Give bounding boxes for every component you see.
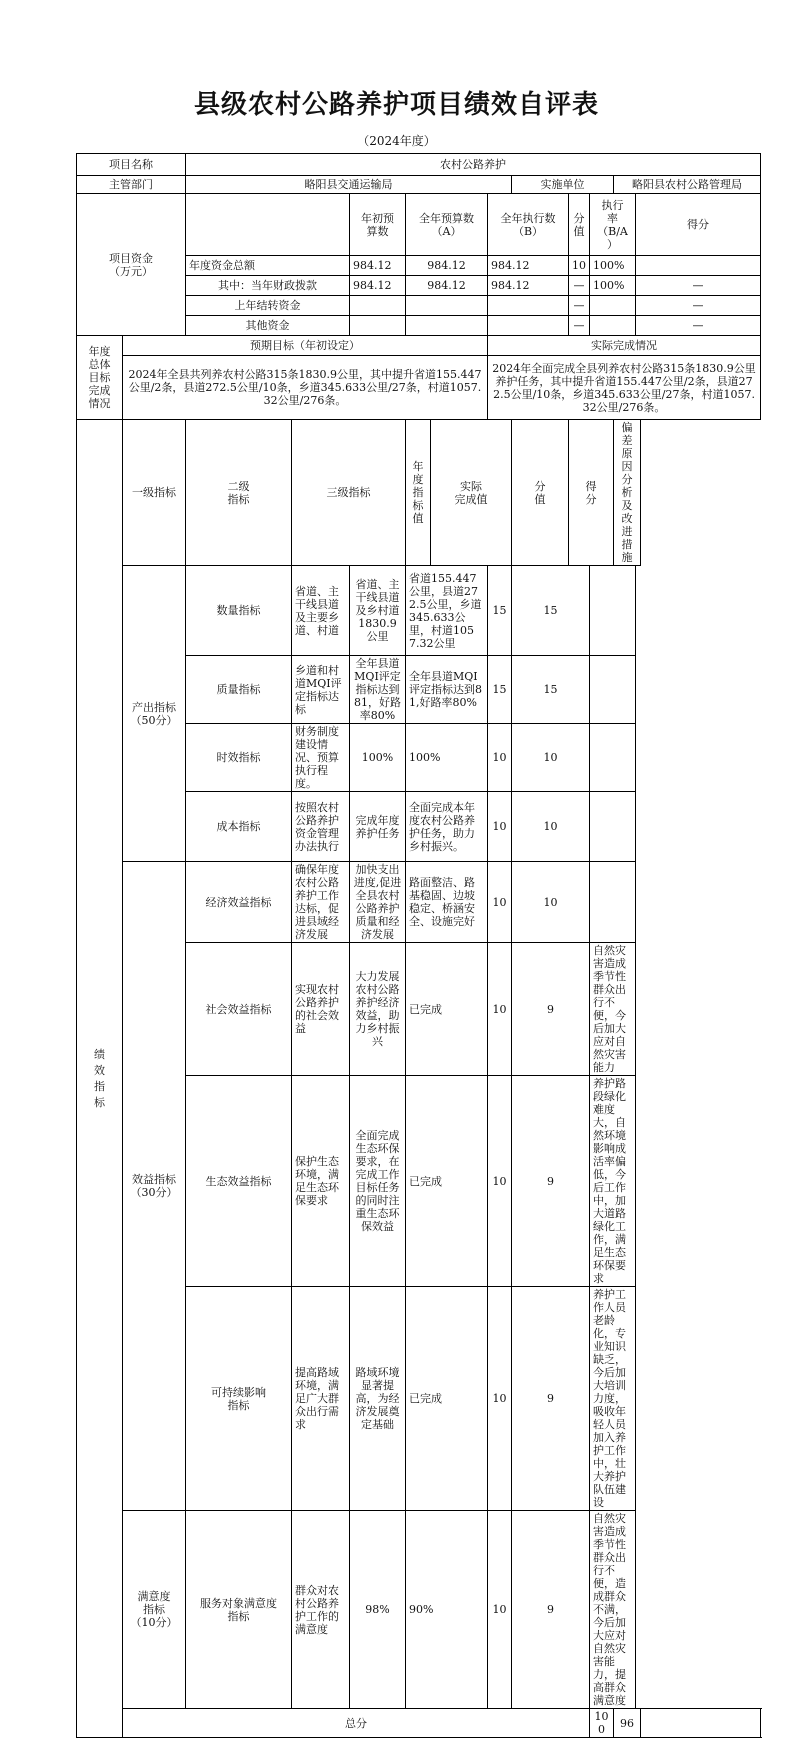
actual-value: 100% (406, 724, 488, 792)
level2-indicator: 时效指标 (186, 724, 292, 792)
score: 10 (488, 1287, 512, 1511)
dept-value: 略阳县交通运输局 (186, 176, 512, 194)
deviation-reason: 养护工作人员老龄化，专业知识缺乏，今后加大培训力度，吸收年轻人员加入养护工作中，壮大养护队伍建设 (590, 1287, 636, 1511)
funds-header: 全年预算数 （A） (406, 194, 488, 256)
funds-header: 分 值 (569, 194, 590, 256)
level3-indicator: 群众对农村公路养护工作的满意度 (292, 1511, 350, 1709)
level3-indicator: 省道、主干线县道及主要乡道、村道 (292, 566, 350, 656)
indicator-header: 三级指标 (292, 420, 406, 566)
evaluation-table (76, 153, 761, 1738)
funds-executed: 984.12 (488, 276, 569, 296)
indicator-header: 偏差原因分析及改 进措施 (614, 420, 641, 566)
funds-rate (590, 296, 636, 316)
funds-header: 全年执行数 （B） (488, 194, 569, 256)
got-score: 9 (512, 943, 590, 1076)
level3-indicator: 财务制度建设情况、预算执行程度。 (292, 724, 350, 792)
indicator-row (77, 1511, 761, 1709)
indicator-header: 一级指标 (123, 420, 186, 566)
funds-header: 年初预 算数 (350, 194, 406, 256)
funds-item-name: 其他资金 (186, 316, 350, 336)
funds-initial: 984.12 (350, 276, 406, 296)
score: 15 (488, 566, 512, 656)
deviation-reason (590, 792, 636, 862)
level2-indicator: 数量指标 (186, 566, 292, 656)
level3-indicator: 提高路域环境，满足广大群众出行需求 (292, 1287, 350, 1511)
impl-label: 实施单位 (512, 176, 614, 194)
funds-budget: 984.12 (406, 276, 488, 296)
funds-header-row (77, 194, 761, 256)
target-value: 路域环境显著提高，为经济发展奠定基础 (350, 1287, 406, 1511)
total-row (77, 1709, 761, 1738)
funds-score: — (569, 316, 590, 336)
target-value: 98% (350, 1511, 406, 1709)
score: 10 (488, 862, 512, 943)
deviation-reason: 自然灾害造成季节性群众出行不便，造成群众不满，今后加大应对自然灾害能力，提高群众满意度 (590, 1511, 636, 1709)
funds-executed (488, 316, 569, 336)
expected-label: 预期目标（年初设定） (123, 336, 488, 356)
funds-rate: 100% (590, 256, 636, 276)
actual-value: 已完成 (406, 943, 488, 1076)
satisfaction-label: 满意度 指标 （10分） (123, 1511, 186, 1709)
got-score: 9 (512, 1287, 590, 1511)
actual-value: 路面整洁、路基稳固、边坡稳定、桥涵安全、设施完好 (406, 862, 488, 943)
funds-label: 项目资金 （万元） (77, 194, 186, 336)
funds-header: 执行 率 （B/A ） (590, 194, 636, 256)
funds-got: — (636, 296, 761, 316)
funds-header: 得分 (636, 194, 761, 256)
got-score: 15 (512, 656, 590, 724)
benefit-label: 效益指标 （30分） (123, 862, 186, 1511)
score: 10 (488, 1511, 512, 1709)
goals-header-row (77, 336, 761, 356)
target-value: 100% (350, 724, 406, 792)
funds-initial (350, 316, 406, 336)
got-score: 15 (512, 566, 590, 656)
level2-indicator: 可持续影响 指标 (186, 1287, 292, 1511)
deviation-reason (590, 656, 636, 724)
target-value: 全面完成生态环保要求，在完成工作目标任务的同时注重生态环保效益 (350, 1076, 406, 1287)
actual-value: 已完成 (406, 1287, 488, 1511)
level2-indicator: 经济效益指标 (186, 862, 292, 943)
indicator-header: 实际 完成值 (431, 420, 512, 566)
actual-value: 省道155.447公里，县道272.5公里，乡道345.633公里，村道1057.32公里 (406, 566, 488, 656)
funds-initial: 984.12 (350, 256, 406, 276)
funds-item-name: 上年结转资金 (186, 296, 350, 316)
target-value: 全年县道MQI评定指标达到81，好路率80% (350, 656, 406, 724)
funds-rate (590, 316, 636, 336)
indicator-header: 二级 指标 (186, 420, 292, 566)
total-blank (641, 1709, 761, 1738)
page-title: 县级农村公路养护项目绩效自评表 (193, 90, 599, 120)
score: 10 (488, 792, 512, 862)
project-name-row (77, 154, 761, 176)
funds-blank-header (186, 194, 350, 256)
got-score: 10 (512, 862, 590, 943)
level3-indicator: 确保年度农村公路养护工作达标，促进县域经济发展 (292, 862, 350, 943)
total-got: 96 (614, 1709, 641, 1738)
funds-item-name: 年度资金总额 (186, 256, 350, 276)
indicator-header: 得 分 (569, 420, 614, 566)
level2-indicator: 社会效益指标 (186, 943, 292, 1076)
level2-indicator: 服务对象满意度 指标 (186, 1511, 292, 1709)
indicator-header-row (77, 420, 761, 566)
deviation-reason: 自然灾害造成季节性群众出行不便，今后加大应对自然灾害能力 (590, 943, 636, 1076)
goals-row (77, 356, 761, 420)
funds-initial (350, 296, 406, 316)
indicator-header: 分 值 (512, 420, 569, 566)
dept-label: 主管部门 (77, 176, 186, 194)
level3-indicator: 保护生态环境，满足生态环保要求 (292, 1076, 350, 1287)
target-value: 完成年度养护任务 (350, 792, 406, 862)
goals-label: 年度 总体 目标 完成 情况 (77, 336, 123, 420)
total-label: 总分 (123, 1709, 590, 1738)
funds-score: 10 (569, 256, 590, 276)
target-value: 省道、主干线县道及乡村道1830.9公里 (350, 566, 406, 656)
actual-value: 全年县道MQI评定指标达到81,好路率80% (406, 656, 488, 724)
funds-got (636, 256, 761, 276)
project-name-label: 项目名称 (77, 154, 186, 176)
dept-row (77, 176, 761, 194)
funds-score: — (569, 276, 590, 296)
score: 10 (488, 724, 512, 792)
target-value: 加快支出进度,促进全县农村公路养护质量和经济发展 (350, 862, 406, 943)
funds-got: — (636, 276, 761, 296)
funds-budget (406, 296, 488, 316)
actual-label: 实际完成情况 (488, 336, 761, 356)
level2-indicator: 成本指标 (186, 792, 292, 862)
indicator-row (77, 862, 761, 943)
score: 10 (488, 1076, 512, 1287)
output-label: 产出指标 （50分） (123, 566, 186, 862)
level2-indicator: 质量指标 (186, 656, 292, 724)
funds-item-name: 其中：当年财政拨款 (186, 276, 350, 296)
deviation-reason: 养护路段绿化难度大，自然环境影响成活率偏低，今后工作中，加大道路绿化工作，满足生态环保要求 (590, 1076, 636, 1287)
level3-indicator: 乡道和村道MQI评定指标达标 (292, 656, 350, 724)
indicators-section-label: 绩 效 指 标 (77, 420, 123, 1738)
actual-value: 90% (406, 1511, 488, 1709)
funds-executed (488, 296, 569, 316)
actual-value: 已完成 (406, 1076, 488, 1287)
deviation-reason (590, 566, 636, 656)
indicator-row (77, 566, 761, 656)
actual-completion: 2024年全面完成全县列养农村公路315条1830.9公里养护任务，其中提升省道155.447公里/2条，县道272.5公里/10条，乡道345.633公里/27条，村道1057.32公里/276条。 (488, 356, 761, 420)
funds-budget (406, 316, 488, 336)
level2-indicator: 生态效益指标 (186, 1076, 292, 1287)
level3-indicator: 实现农村公路养护的社会效益 (292, 943, 350, 1076)
impl-value: 略阳县农村公路管理局 (614, 176, 761, 194)
got-score: 10 (512, 724, 590, 792)
actual-value: 全面完成本年度农村公路养护任务，助力乡村振兴。 (406, 792, 488, 862)
got-score: 10 (512, 792, 590, 862)
funds-got: — (636, 316, 761, 336)
funds-rate: 100% (590, 276, 636, 296)
got-score: 9 (512, 1076, 590, 1287)
indicator-header: 年度 指标值 (406, 420, 431, 566)
total-score: 100 (590, 1709, 614, 1738)
deviation-reason (590, 724, 636, 792)
deviation-reason (590, 862, 636, 943)
score: 15 (488, 656, 512, 724)
project-name: 农村公路养护 (186, 154, 761, 176)
got-score: 9 (512, 1511, 590, 1709)
expected-goal: 2024年全县共列养农村公路315条1830.9公里，其中提升省道155.447公里/2条，县道272.5公里/10条，乡道345.633公里/27条，村道1057.32公里/276条。 (123, 356, 488, 420)
funds-score: — (569, 296, 590, 316)
score: 10 (488, 943, 512, 1076)
funds-budget: 984.12 (406, 256, 488, 276)
level3-indicator: 按照农村公路养护资金管理办法执行 (292, 792, 350, 862)
funds-executed: 984.12 (488, 256, 569, 276)
page-subtitle: （2024年度） (357, 134, 436, 148)
target-value: 大力发展农村公路养护经济效益，助力乡村振兴 (350, 943, 406, 1076)
